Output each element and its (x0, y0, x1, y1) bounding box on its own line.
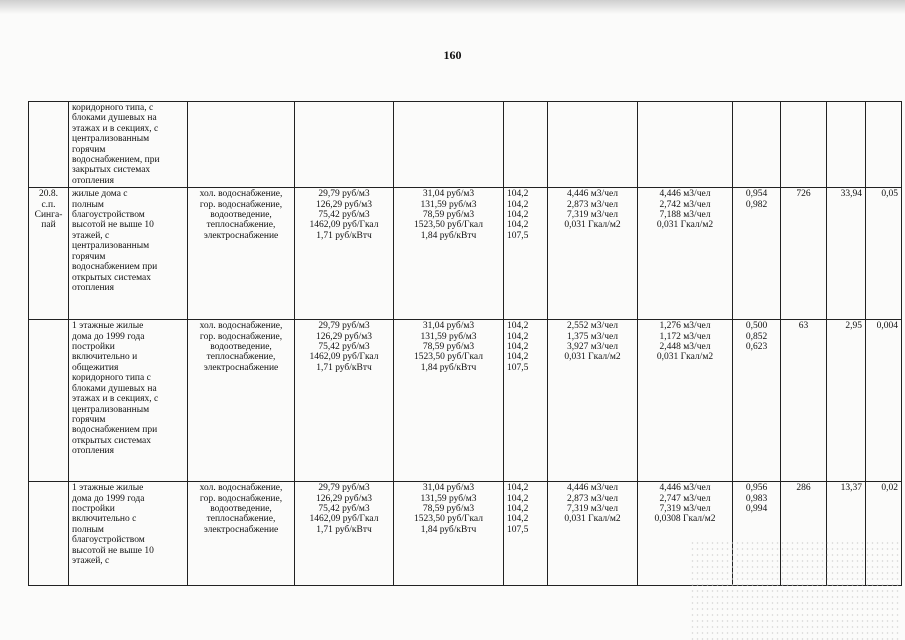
tariff-new-cell (394, 102, 504, 188)
housing-category-cell: 1 этажные жилые дома до 1999 года постройки включительно и общежития коридорного типа с блоками душевых на этажах и в секциях, с централизованным горячим водоснабжением при открытых системах отопления (69, 320, 188, 482)
index-cell: 104,2 104,2 104,2 104,2 107,5 (504, 320, 548, 482)
value-3-cell: 0,02 (866, 482, 902, 586)
table-row (29, 320, 902, 482)
scan-noise (690, 540, 900, 640)
coefficient-cell: 0,954 0,982 (733, 188, 781, 320)
value-3-cell (866, 102, 902, 188)
coefficient-cell: 0,500 0,852 0,623 (733, 320, 781, 482)
coefficient-cell (733, 102, 781, 188)
tariff-new-cell: 31,04 руб/м3 131,59 руб/м3 78,59 руб/м3 1523,50 руб/Гкал 1,84 руб/кВтч (394, 482, 504, 586)
row-number-cell (29, 320, 69, 482)
tariff-table (28, 101, 902, 586)
value-1-cell: 726 (781, 188, 827, 320)
row-number-cell (29, 102, 69, 188)
housing-category-cell: 1 этажные жилые дома до 1999 года постройки включительно с полным благоустройством высотой не выше 10 этажей, с (69, 482, 188, 586)
page-number: 160 (443, 48, 462, 62)
value-1-cell: 286 (781, 482, 827, 586)
table-row (29, 188, 902, 320)
tariff-old-cell: 29,79 руб/м3 126,29 руб/м3 75,42 руб/м3 1462,09 руб/Гкал 1,71 руб/кВтч (295, 320, 394, 482)
norm-new-cell: 4,446 м3/чел 2,742 м3/чел 7,188 м3/чел 0,031 Гкал/м2 (638, 188, 733, 320)
tariff-old-cell: 29,79 руб/м3 126,29 руб/м3 75,42 руб/м3 1462,09 руб/Гкал 1,71 руб/кВтч (295, 482, 394, 586)
services-cell (188, 102, 295, 188)
value-2-cell: 33,94 (827, 188, 866, 320)
tariff-old-cell: 29,79 руб/м3 126,29 руб/м3 75,42 руб/м3 1462,09 руб/Гкал 1,71 руб/кВтч (295, 188, 394, 320)
norm-old-cell: 4,446 м3/чел 2,873 м3/чел 7,319 м3/чел 0,031 Гкал/м2 (548, 482, 638, 586)
row-number-cell: 20.8. с.п. Синга- пай (29, 188, 69, 320)
value-3-cell: 0,004 (866, 320, 902, 482)
services-cell: хол. водоснабжение, гор. водоснабжение, водоотведение, теплоснабжение, электроснабжение (188, 482, 295, 586)
value-1-cell (781, 102, 827, 188)
value-2-cell: 2,95 (827, 320, 866, 482)
tariff-new-cell: 31,04 руб/м3 131,59 руб/м3 78,59 руб/м3 1523,50 руб/Гкал 1,84 руб/кВтч (394, 188, 504, 320)
services-cell: хол. водоснабжение, гор. водоснабжение, водоотведение, теплоснабжение, электроснабжение (188, 188, 295, 320)
housing-category-cell: жилые дома с полным благоустройством высотой не выше 10 этажей, с централизованным горячим водоснабжением при открытых системах отопления (69, 188, 188, 320)
value-2-cell (827, 102, 866, 188)
table-row (29, 102, 902, 188)
norm-old-cell (548, 102, 638, 188)
index-cell (504, 102, 548, 188)
norm-new-cell: 1,276 м3/чел 1,172 м3/чел 2,448 м3/чел 0,031 Гкал/м2 (638, 320, 733, 482)
coefficient-cell: 0,956 0,983 0,994 (733, 482, 781, 586)
housing-category-cell: коридорного типа, с блоками душевых на этажах и в секциях, с централизованным горячим водоснабжением, при закрытых системах отопления (69, 102, 188, 188)
value-2-cell: 13,37 (827, 482, 866, 586)
row-number-cell (29, 482, 69, 586)
tariff-new-cell: 31,04 руб/м3 131,59 руб/м3 78,59 руб/м3 1523,50 руб/Гкал 1,84 руб/кВтч (394, 320, 504, 482)
index-cell: 104,2 104,2 104,2 104,2 107,5 (504, 482, 548, 586)
norm-new-cell: 4,446 м3/чел 2,747 м3/чел 7,319 м3/чел 0,0308 Гкал/м2 (638, 482, 733, 586)
norm-new-cell (638, 102, 733, 188)
norm-old-cell: 2,552 м3/чел 1,375 м3/чел 3,927 м3/чел 0,031 Гкал/м2 (548, 320, 638, 482)
services-cell: хол. водоснабжение, гор. водоснабжение, водоотведение, теплоснабжение, электроснабжение (188, 320, 295, 482)
value-1-cell: 63 (781, 320, 827, 482)
norm-old-cell: 4,446 м3/чел 2,873 м3/чел 7,319 м3/чел 0,031 Гкал/м2 (548, 188, 638, 320)
index-cell: 104,2 104,2 104,2 104,2 107,5 (504, 188, 548, 320)
value-3-cell: 0,05 (866, 188, 902, 320)
tariff-old-cell (295, 102, 394, 188)
scan-edge-shadow (0, 0, 905, 14)
